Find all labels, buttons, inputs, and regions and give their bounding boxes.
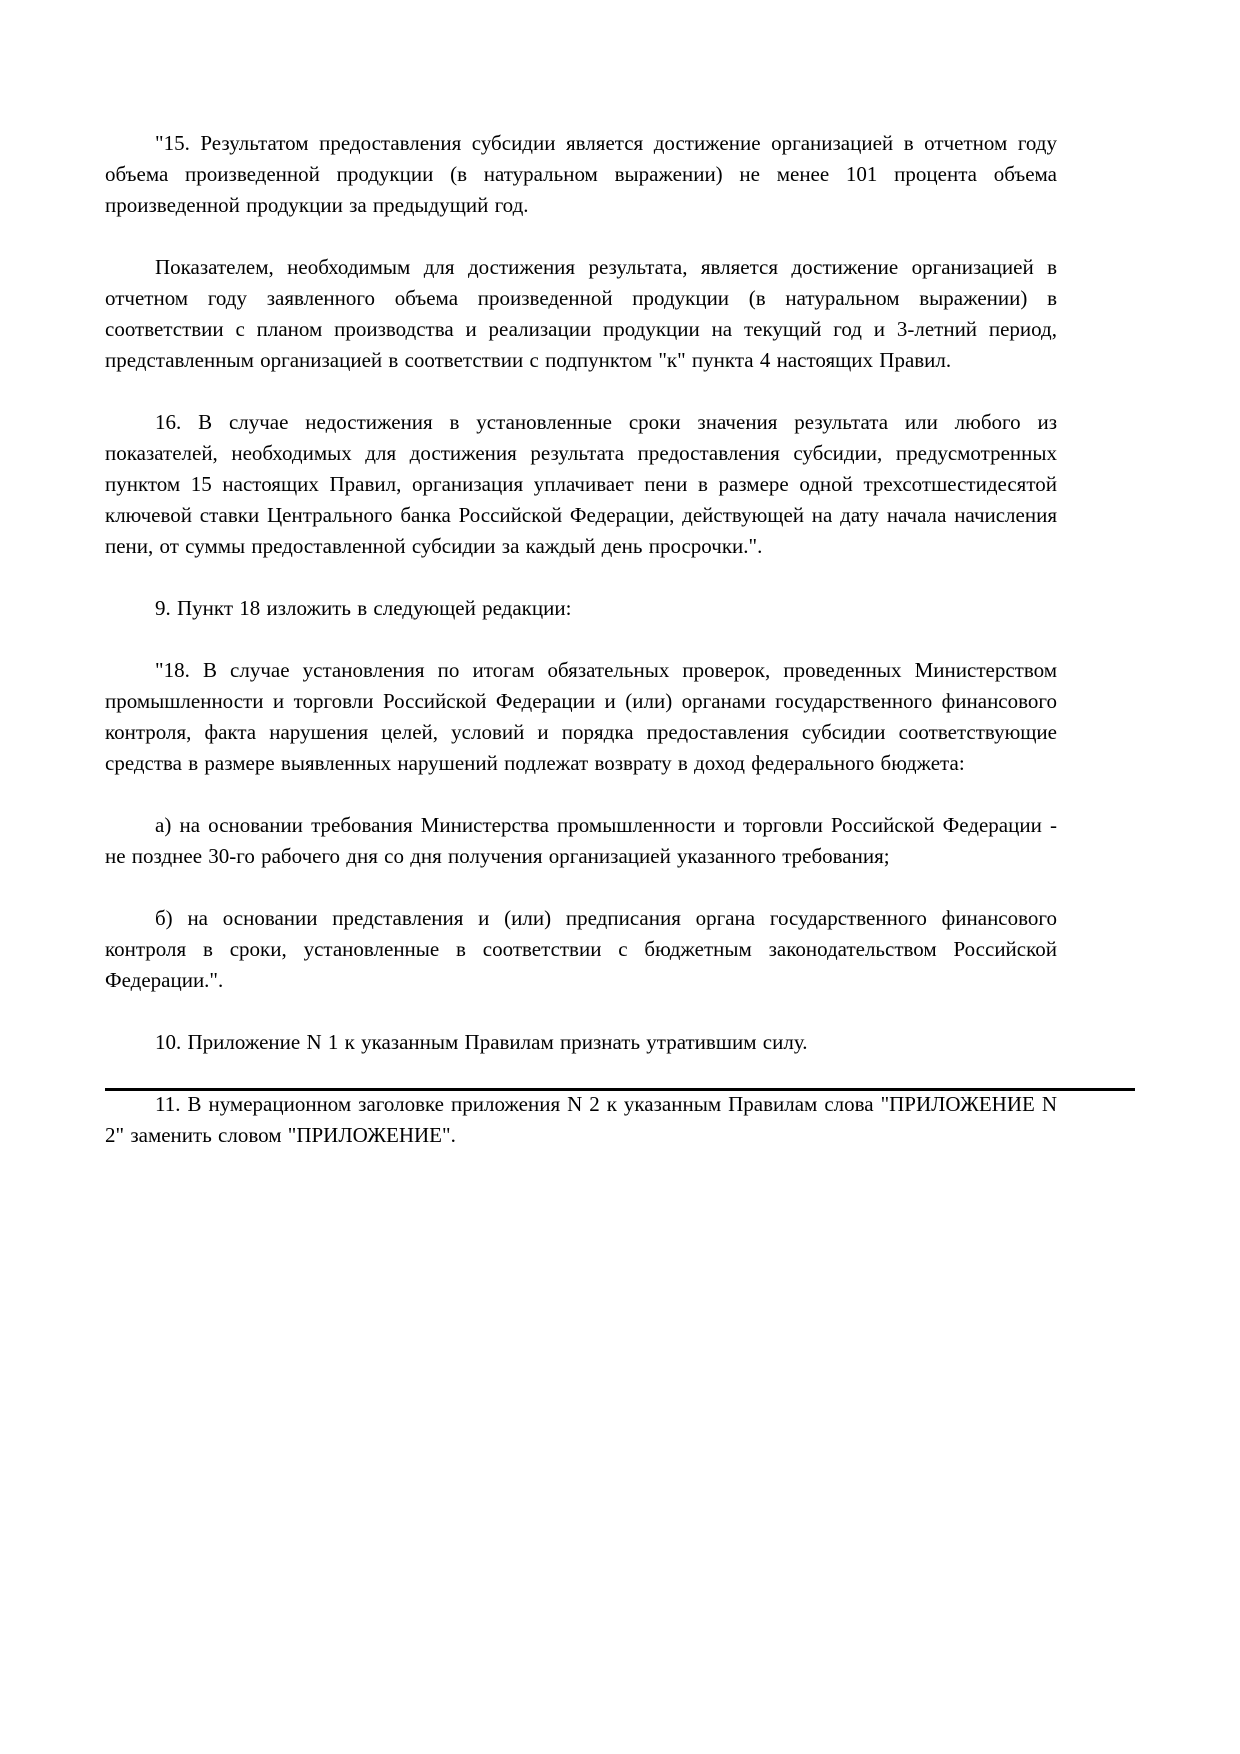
paragraph-item-9: 9. Пункт 18 изложить в следующей редакции: (155, 596, 572, 620)
horizontal-divider (105, 1088, 1135, 1091)
paragraph-15: "15. Результатом предоставления субсидии является достижение организацией в отчетном году объема произведенной продукции (в натуральном выражении) не менее 101 процента объема произведенной продукции за предыдущий год. (105, 131, 1057, 217)
paragraph-18: "18. В случае установления по итогам обязательных проверок, проведенных Министерством промышленности и торговли Российской Федерации и (или) органами государственного финансового контроля, факта нарушения целей, условий и порядка предоставления субсидии соответствующие средства в размере выявленных нарушений подлежат возврату в доход федерального бюджета: (105, 658, 1057, 775)
paragraph-item-10: 10. Приложение N 1 к указанным Правилам признать утратившим силу. (155, 1030, 808, 1054)
paragraph-16: 16. В случае недостижения в установленные сроки значения результата или любого из показателей, необходимых для достижения результата предоставления субсидии, предусмотренных пунктом 15 настоящих Правил, организация уплачивает пени в размере одной трехсотшестидесятой ключевой ставки Центрального банка Российской Федерации, действующей на дату начала начисления пени, от суммы предоставленной субсидии за каждый день просрочки.". (105, 410, 1057, 558)
document-body (105, 128, 1057, 1182)
paragraph-18b: б) на основании представления и (или) предписания органа государственного финансового контроля в сроки, установленные в соответствии с бюджетным законодательством Российской Федерации.". (105, 906, 1057, 992)
paragraph-item-11: 11. В нумерационном заголовке приложения N 2 к указанным Правилам слова "ПРИЛОЖЕНИЕ N 2" заменить словом "ПРИЛОЖЕНИЕ". (105, 1092, 1057, 1147)
paragraph-18a: а) на основании требования Министерства промышленности и торговли Российской Федерации - не позднее 30-го рабочего дня со дня получения организацией указанного требования; (105, 813, 1057, 868)
paragraph-15-indicator: Показателем, необходимым для достижения результата, является достижение организацией в отчетном году заявленного объема произведенной продукции (в натуральном выражении) в соответствии с планом производства и реализации продукции на текущий год и 3-летний период, представленным организацией в соответствии с подпунктом "к" пункта 4 настоящих Правил. (105, 255, 1057, 372)
